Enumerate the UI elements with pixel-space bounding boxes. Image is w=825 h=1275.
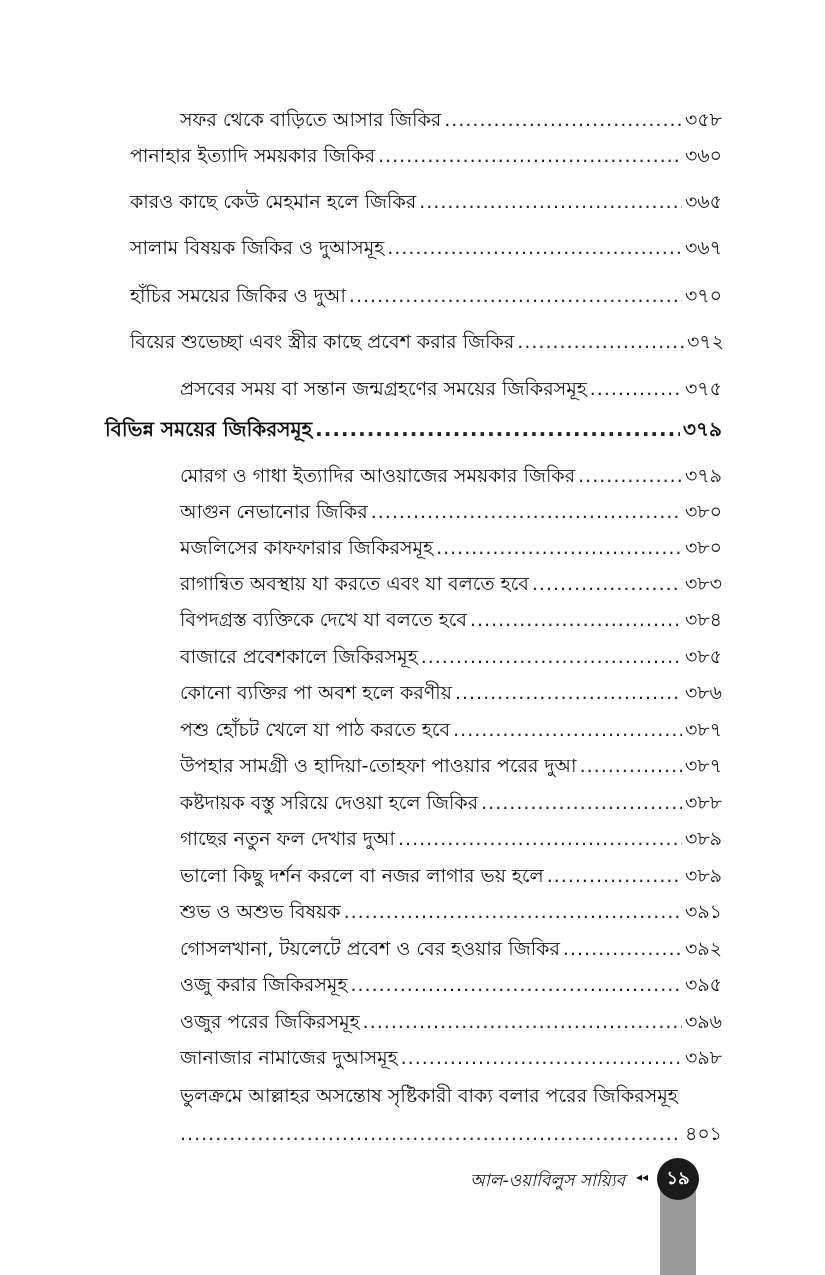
- toc-entry: [180, 898, 722, 926]
- toc-leader-dots: [398, 825, 682, 853]
- toc-entry-title: জানাজার নামাজের দুআসমূহ: [180, 1047, 398, 1069]
- toc-entry-continuation: [180, 1120, 722, 1148]
- toc-entry-title: ওজুর পরের জিকিরসমূহ: [180, 1011, 360, 1033]
- toc-entry: [180, 825, 722, 853]
- toc-leader-dots: [578, 462, 682, 490]
- toc-leader-dots: [344, 898, 682, 926]
- toc-leader-dots: [563, 935, 682, 963]
- toc-leader-dots: [363, 1008, 682, 1036]
- toc-entry-title: পানাহার ইত্যাদি সময়কার জিকির: [130, 145, 376, 167]
- toc-leader-dots: [547, 862, 682, 890]
- toc-entry: [180, 534, 722, 562]
- toc-entry: [130, 188, 722, 216]
- running-footer-title: আল-ওয়াবিলুস সায়্যিব: [470, 1171, 626, 1191]
- toc-entry-page: ৩৮৯: [684, 828, 722, 850]
- toc-entry: [180, 716, 722, 744]
- toc-entry: [180, 106, 722, 134]
- toc-leader-dots: [401, 1044, 682, 1072]
- toc-entry: [130, 282, 722, 310]
- toc-leader-dots: [350, 971, 682, 999]
- toc-entry-title: বাজারে প্রবেশকালে জিকিরসমূহ: [180, 646, 418, 668]
- toc-entry-page: ৩৭৯: [683, 417, 722, 441]
- toc-entry-title: গাছের নতুন ফল দেখার দুআ: [180, 828, 395, 850]
- toc-leader-dots: [470, 606, 682, 634]
- toc-leader-dots: [453, 716, 682, 744]
- toc-leader-dots: [349, 282, 682, 310]
- toc-entry-page: ৩৮৯: [684, 865, 722, 887]
- toc-entry-page: ৩৮৬: [684, 682, 722, 704]
- toc-entry-title: মজলিসের কাফফারার জিকিরসমূহ: [180, 537, 434, 559]
- toc-entry: [130, 328, 724, 356]
- toc-entry-page: ৩৮৩: [684, 573, 722, 595]
- toc-entry-page: ৩৮৮: [684, 792, 722, 814]
- toc-entry: [130, 234, 722, 262]
- toc-entry-title: কষ্টদায়ক বস্তু সরিয়ে দেওয়া হলে জিকির: [180, 792, 479, 814]
- toc-entry-page: ৩৯৫: [684, 974, 722, 996]
- page-number: ১৯: [666, 1167, 690, 1189]
- toc-entry-page: ৩৮৭: [684, 755, 722, 777]
- toc-entry-page: ৩৮৫: [684, 646, 722, 668]
- toc-entry-page: ৩৮৪: [684, 609, 722, 631]
- double-arrow-icon: ◂◂: [636, 1170, 649, 1184]
- toc-entry: [180, 1008, 722, 1036]
- toc-entry-title: ভুলক্রমে আল্লাহর অসন্তোষ সৃষ্টিকারী বাক্য বলার পরের জিকিরসমূহ: [180, 1085, 678, 1107]
- toc-entry-page: ৩৯৬: [684, 1011, 722, 1033]
- toc-entry-page: ৩৬০: [684, 145, 722, 167]
- toc-entry: [180, 971, 722, 999]
- toc-entry-page: ৩৭৫: [684, 378, 722, 400]
- toc-entry-page: ৩৮০: [684, 537, 722, 559]
- toc-entry: [180, 375, 722, 403]
- toc-entry-title: হাঁচির সময়ের জিকির ও দুআ: [130, 285, 346, 307]
- toc-leader-dots: [481, 789, 682, 817]
- toc-entry-title: আগুন নেভানোর জিকির: [180, 501, 368, 523]
- toc-entry: [130, 142, 722, 170]
- toc-leader-dots: [419, 188, 682, 216]
- toc-entry-title: বিপদগ্রস্ত ব্যক্তিকে দেখে যা বলতে হবে: [180, 609, 467, 631]
- toc-entry: [180, 679, 722, 707]
- toc-entry-page: ৩৯৮: [684, 1047, 722, 1069]
- toc-leader-dots: [315, 415, 680, 443]
- toc-entry-title: শুভ ও অশুভ বিষয়ক: [180, 901, 341, 923]
- toc-section-heading: [105, 415, 722, 443]
- toc-entry-title: কারও কাছে কেউ মেহমান হলে জিকির: [130, 191, 417, 213]
- toc-leader-dots: [436, 534, 682, 562]
- toc-entry-page: ৪০১: [684, 1123, 722, 1145]
- toc-leader-dots: [421, 643, 682, 671]
- toc-entry: [180, 935, 722, 963]
- toc-entry: [180, 789, 722, 817]
- toc-entry: [180, 643, 722, 671]
- toc-entry-page: ৩৭৯: [684, 465, 722, 487]
- toc-leader-dots: [532, 570, 682, 598]
- toc-entry-title: রাগান্বিত অবস্থায় যা করতে এবং যা বলতে হবে: [180, 573, 529, 595]
- toc-entry-title: সালাম বিষয়ক জিকির ও দুআসমূহ: [130, 237, 385, 259]
- toc-leader-dots: [371, 498, 682, 526]
- toc-entry-title: মোরগ ও গাধা ইত্যাদির আওয়াজের সময়কার জিকির: [180, 465, 576, 487]
- toc-leader-dots: [387, 234, 682, 262]
- toc-entry-title: গোসলখানা, টয়লেটে প্রবেশ ও বের হওয়ার জিকির: [180, 938, 560, 960]
- toc-entry-title: পশু হোঁচট খেলে যা পাঠ করতে হবে: [180, 719, 451, 741]
- toc-entry: [180, 1044, 722, 1072]
- toc-entry: [180, 606, 722, 634]
- toc-entry-title: বিয়ের শুভেচ্ছা এবং স্ত্রীর কাছে প্রবেশ করার জিকির: [130, 331, 515, 353]
- page-number-badge: [657, 1158, 699, 1200]
- toc-leader-dots: [517, 328, 684, 356]
- toc-entry-title: ভালো কিছু দর্শন করলে বা নজর লাগার ভয় হলে: [180, 865, 544, 887]
- toc-entry-page: ৩৯২: [684, 938, 722, 960]
- toc-entry-page: ৩৯১: [684, 901, 722, 923]
- toc-entry-page: ৩৫৮: [684, 109, 722, 131]
- toc-entry: [180, 462, 722, 490]
- toc-entry: [180, 570, 722, 598]
- toc-entry-title: উপহার সামগ্রী ও হাদিয়া-তোহফা পাওয়ার পরের দুআ: [180, 755, 577, 777]
- toc-leader-dots: [444, 106, 682, 134]
- toc-entry-title: কোনো ব্যক্তির পা অবশ হলে করণীয়: [180, 682, 452, 704]
- toc-entry: [180, 498, 722, 526]
- toc-entry-page: ৩৬৫: [684, 191, 722, 213]
- toc-entry-page: ৩৮৭: [684, 719, 722, 741]
- toc-entry-title: প্রসবের সময় বা সন্তান জন্মগ্রহণের সময়ের জিকিরসমূহ: [180, 378, 587, 400]
- toc-entry-title: বিভিন্ন সময়ের জিকিরসমূহ: [105, 417, 313, 441]
- toc-entry: [180, 752, 722, 780]
- toc-entry-page: ৩৮০: [684, 501, 722, 523]
- toc-entry-page: ৩৭০: [684, 285, 722, 307]
- toc-leader-dots: [455, 679, 682, 707]
- toc-entry: [180, 862, 722, 890]
- toc-leader-dots: [580, 752, 682, 780]
- toc-leader-dots: [180, 1120, 682, 1148]
- toc-entry-title: সফর থেকে বাড়িতে আসার জিকির: [180, 109, 442, 131]
- toc-entry-page: ৩৬৭: [684, 237, 722, 259]
- toc-leader-dots: [378, 142, 682, 170]
- toc-leader-dots: [590, 375, 682, 403]
- toc-entry-page: ৩৭২: [686, 331, 724, 353]
- toc-entry-title: ওজু করার জিকিরসমূহ: [180, 974, 348, 996]
